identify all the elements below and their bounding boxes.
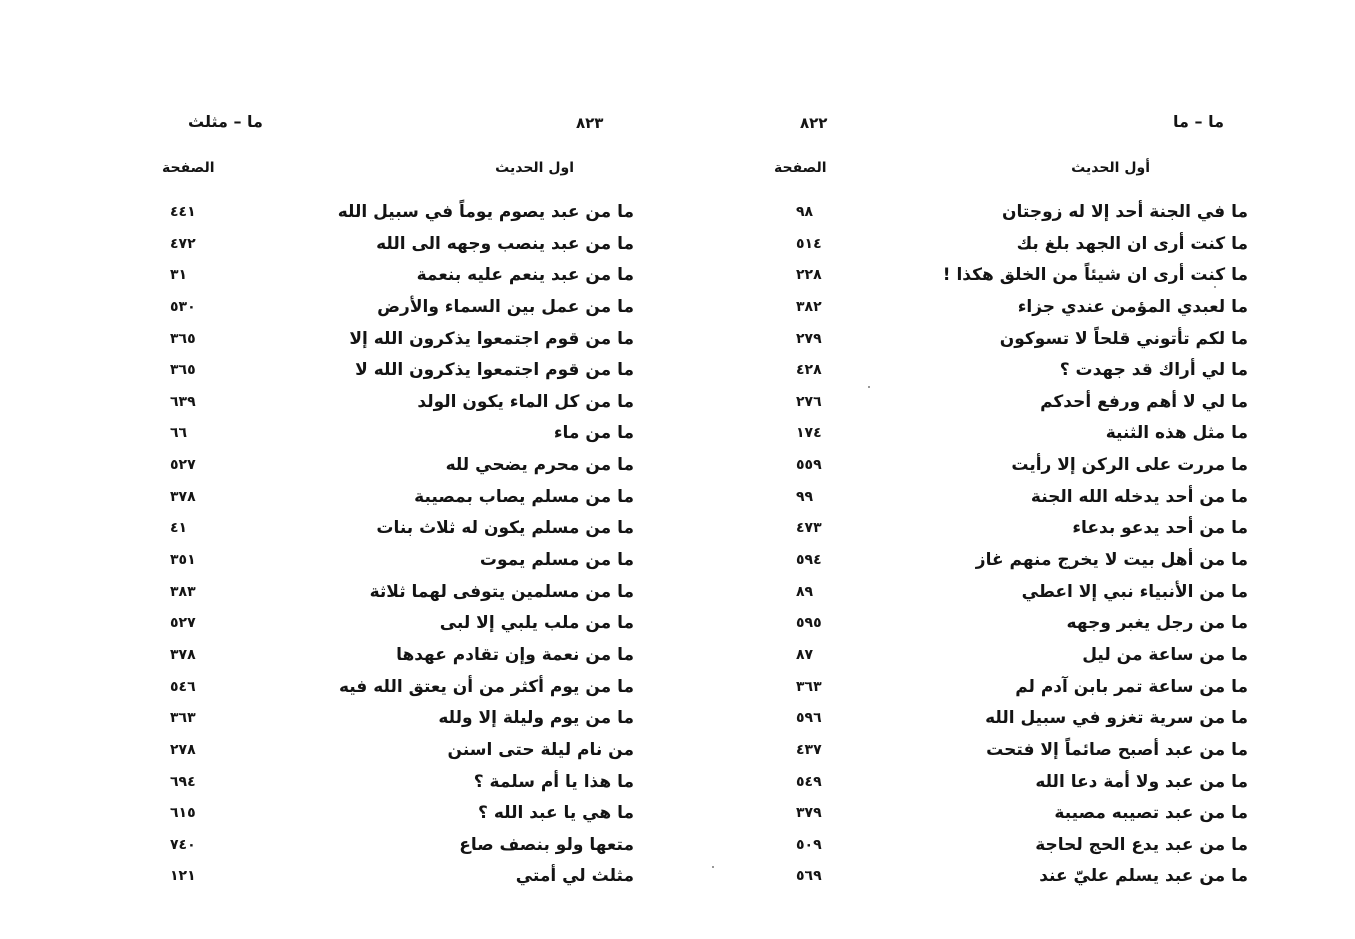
- index-row: [760, 355, 1260, 387]
- index-row: [760, 640, 1260, 672]
- page-ref: ٣٧٨: [170, 488, 196, 505]
- index-row: [760, 229, 1260, 261]
- hadith-opening: ما كنت أرى ان شيئاً من الخلق هكذا !: [942, 265, 1248, 286]
- running-head: ما – ما: [1173, 112, 1224, 131]
- hadith-opening: ما من محرم يضحي لله: [445, 455, 634, 476]
- hadith-opening: ما من قوم اجتمعوا يذكرون الله إلا: [349, 328, 634, 349]
- index-row: [140, 672, 660, 704]
- page-ref: ٤١: [170, 520, 188, 537]
- page-ref: ٢٧٦: [796, 393, 822, 410]
- index-row: [140, 798, 660, 830]
- hadith-opening: ما هذا يا أم سلمة ؟: [473, 771, 634, 792]
- hadith-opening: ما من ملب يلبي إلا لبى: [439, 613, 634, 634]
- page-ref: ٣٦٥: [170, 362, 196, 379]
- hadith-opening: ما من أحد يدخله الله الجنة: [1030, 486, 1248, 507]
- hadith-opening: ما من عبد ينصب وجهه الى الله: [376, 233, 634, 254]
- page-ref: ٣٨٢: [796, 298, 822, 315]
- page-ref: ٦٦: [170, 425, 188, 442]
- page-ref: ٢٢٨: [796, 267, 822, 284]
- page-ref: ٩٩: [796, 488, 814, 505]
- hadith-opening: ما من عبد ينعم عليه بنعمة: [416, 265, 634, 286]
- index-row: [140, 640, 660, 672]
- page-ref: ٧٤٠: [170, 836, 196, 853]
- hadith-opening: ما من يوم وليلة إلا ولله: [438, 708, 634, 729]
- hadith-opening: ما من نعمة وإن تقادم عهدها: [396, 644, 634, 665]
- hadith-opening: ما من عبد يسلم عليّ عند: [1039, 866, 1248, 887]
- hadith-opening: ما من عمل بين السماء والأرض: [377, 296, 634, 317]
- page-ref: ٤٣٧: [796, 741, 822, 758]
- hadith-opening: ما من رجل يغبر وجهه: [1066, 613, 1248, 634]
- hadith-opening: ما من أهل بيت لا يخرج منهم غاز: [975, 550, 1248, 571]
- page-ref: ٥٦٩: [796, 868, 822, 885]
- left-page: [140, 0, 660, 939]
- hadith-opening: ما من أحد يدعو بدعاء: [1072, 518, 1248, 539]
- page-ref: ٣٧٩: [796, 805, 822, 822]
- page-ref: ٢٧٩: [796, 330, 822, 347]
- page-ref: ٥٢٧: [170, 615, 196, 632]
- hadith-opening: متعها ولو بنصف صاع: [459, 834, 634, 855]
- index-row: [760, 197, 1260, 229]
- hadith-opening: ما لي أراك قد جهدت ؟: [1059, 360, 1248, 381]
- index-row: [760, 260, 1260, 292]
- index-row: [140, 861, 660, 893]
- hadith-opening: ما من مسلمين يتوفى لهما ثلاثة: [369, 581, 634, 602]
- index-row: [760, 798, 1260, 830]
- column-header-page: الصفحة: [162, 160, 215, 176]
- hadith-opening: ما من كل الماء يكون الولد: [417, 391, 634, 412]
- column-header-hadith: أول الحديث: [1071, 160, 1150, 176]
- index-row: [140, 292, 660, 324]
- page-ref: ٥٤٩: [796, 773, 822, 790]
- hadith-opening: ما من عبد أصبح صائماً إلا فتحت: [986, 739, 1248, 760]
- scan-speck: [1214, 286, 1216, 288]
- hadith-opening: من نام ليلة حتى اسنن: [447, 739, 634, 760]
- page-ref: ٥١٤: [796, 235, 822, 252]
- hadith-opening: ما من عبد يصوم يوماً في سبيل الله: [337, 202, 634, 222]
- hadith-opening: ما من الأنبياء نبي إلا اعطي: [1021, 581, 1248, 602]
- page-ref: ١٧٤: [796, 425, 822, 442]
- index-row: [760, 387, 1260, 419]
- page-ref: ٤٤١: [170, 204, 196, 220]
- index-row: [140, 608, 660, 640]
- page-ref: ٣٦٥: [170, 330, 196, 347]
- index-row: [760, 418, 1260, 450]
- page-ref: ٥٩٤: [796, 552, 822, 569]
- index-row: [760, 324, 1260, 356]
- index-row: [760, 513, 1260, 545]
- column-header-page: الصفحة: [774, 160, 827, 176]
- hadith-opening: ما من قوم اجتمعوا يذكرون الله لا: [355, 360, 634, 381]
- index-row: [760, 608, 1260, 640]
- page-ref: ٤٧٣: [796, 520, 822, 537]
- page-ref: ٣٦٣: [796, 678, 822, 695]
- index-row: [140, 735, 660, 767]
- hadith-opening: ما مثل هذه الثنية: [1105, 423, 1248, 444]
- scan-speck: [712, 866, 714, 868]
- index-row: [140, 703, 660, 735]
- index-row: [760, 450, 1260, 482]
- hadith-opening: ما في الجنة أحد إلا له زوجتان: [1002, 202, 1248, 222]
- index-row: [760, 861, 1260, 893]
- index-row: [140, 482, 660, 514]
- page-number: ٨٢٣: [576, 114, 604, 132]
- page-ref: ٣٨٣: [170, 583, 196, 600]
- index-row: [760, 577, 1260, 609]
- page-ref: ٨٧: [796, 646, 814, 663]
- index-row: [140, 545, 660, 577]
- right-page: [760, 0, 1260, 939]
- hadith-opening: ما من مسلم يموت: [479, 550, 634, 571]
- index-row: [140, 355, 660, 387]
- index-row: [760, 292, 1260, 324]
- hadith-opening: ما من مسلم يكون له ثلاث بنات: [376, 518, 634, 539]
- hadith-opening: ما لكم تأتوني قلحاً لا تسوكون: [999, 328, 1248, 349]
- page-ref: ٣٧٨: [170, 646, 196, 663]
- hadith-opening: مثلث لي أمتي: [515, 866, 634, 887]
- hadith-opening: ما من ماء: [553, 423, 634, 444]
- index-row: [760, 735, 1260, 767]
- page-ref: ٦١٥: [170, 805, 196, 822]
- index-row: [140, 513, 660, 545]
- index-row: [140, 197, 660, 229]
- hadith-opening: ما من ساعة من ليل: [1082, 644, 1248, 665]
- page-ref: ٥٩٦: [796, 710, 822, 727]
- running-head: ما – مثلث: [188, 112, 263, 131]
- page-number: ٨٢٢: [800, 114, 828, 132]
- index-row: [140, 767, 660, 799]
- index-row: [140, 577, 660, 609]
- page-ref: ٥٠٩: [796, 836, 822, 853]
- hadith-opening: ما من مسلم يصاب بمصيبة: [414, 486, 634, 507]
- index-row: [140, 260, 660, 292]
- page-ref: ٥٢٧: [170, 457, 196, 474]
- index-list: [140, 197, 660, 893]
- page-ref: ٤٧٢: [170, 235, 196, 252]
- index-row: [760, 767, 1260, 799]
- page-ref: ٦٩٤: [170, 773, 196, 790]
- index-row: [140, 418, 660, 450]
- index-row: [140, 450, 660, 482]
- index-row: [140, 229, 660, 261]
- page-ref: ٣٥١: [170, 552, 196, 569]
- hadith-opening: ما من سرية تغزو في سبيل الله: [985, 708, 1248, 729]
- page-ref: ٩٨: [796, 204, 814, 220]
- hadith-opening: ما لعبدي المؤمن عندي جزاء: [1017, 296, 1248, 317]
- page-ref: ٢٧٨: [170, 741, 196, 758]
- index-row: [140, 324, 660, 356]
- page-ref: ١٢١: [170, 868, 196, 885]
- hadith-opening: ما من عبد تصيبه مصيبة: [1054, 803, 1248, 824]
- hadith-opening: ما هي يا عبد الله ؟: [478, 803, 634, 824]
- page-ref: ٥٥٩: [796, 457, 822, 474]
- page-ref: ٦٣٩: [170, 393, 196, 410]
- hadith-opening: ما لي لا أهم ورفع أحدكم: [1040, 391, 1248, 412]
- page-ref: ٥٣٠: [170, 298, 196, 315]
- hadith-opening: ما كنت أرى ان الجهد بلغ بك: [1016, 233, 1248, 254]
- index-list: [760, 197, 1260, 893]
- index-row: [140, 387, 660, 419]
- index-row: [760, 482, 1260, 514]
- page-ref: ٣٦٣: [170, 710, 196, 727]
- hadith-opening: ما من عبد ولا أمة دعا الله: [1035, 771, 1248, 792]
- hadith-opening: ما من عبد يدع الحج لحاجة: [1035, 834, 1248, 855]
- hadith-opening: ما مررت على الركن إلا رأيت: [1011, 455, 1248, 476]
- index-row: [760, 830, 1260, 862]
- hadith-opening: ما من يوم أكثر من أن يعتق الله فيه: [338, 676, 634, 697]
- column-header-hadith: اول الحديث: [495, 160, 574, 176]
- page-ref: ٤٢٨: [796, 362, 822, 379]
- page-ref: ٥٩٥: [796, 615, 822, 632]
- page-ref: ٥٤٦: [170, 678, 196, 695]
- page-ref: ٨٩: [796, 583, 814, 600]
- scan-speck: [868, 386, 870, 388]
- index-row: [760, 545, 1260, 577]
- index-row: [760, 703, 1260, 735]
- hadith-opening: ما من ساعة تمر بابن آدم لم: [1015, 676, 1248, 697]
- index-row: [760, 672, 1260, 704]
- page-ref: ٣١: [170, 267, 188, 284]
- index-row: [140, 830, 660, 862]
